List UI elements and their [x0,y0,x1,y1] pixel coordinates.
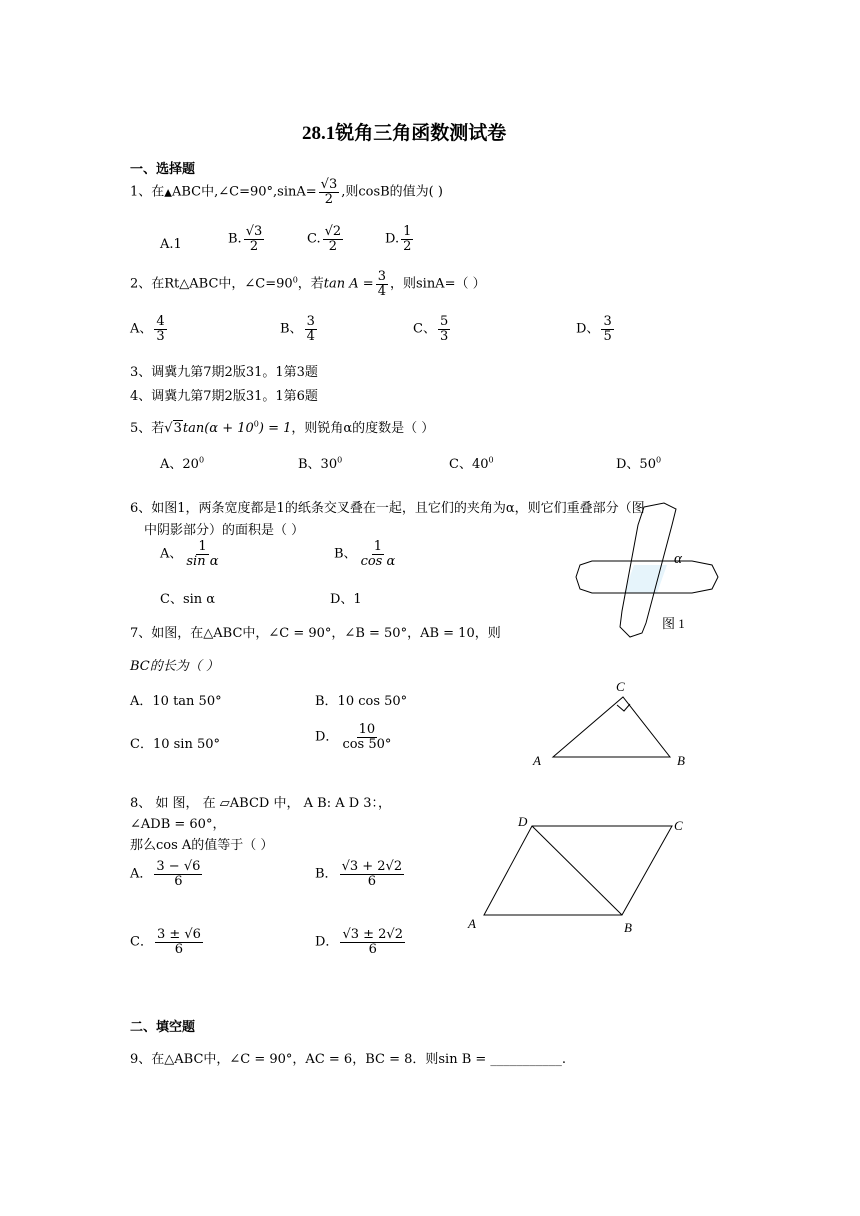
q2-option-a: A、 $\frac{4}{3}$ [130,314,165,344]
figure-1-paper-strips [572,495,722,645]
q1-option-d: D. $\frac{1}{2}$ [385,224,412,254]
q8-option-c: C． $\frac{3 \pm √6}{6}$ [130,927,201,957]
question-3: 3、调冀九第7期2版31。1第3题 [130,365,318,380]
q2-option-b: B、 $\frac{3}{4}$ [280,314,315,344]
q8-vertex-d: D [518,814,528,829]
q1-option-b: B. $\frac{√3}{2}$ [228,224,263,254]
q8-vertex-a: A [468,916,476,931]
q5-option-c: C、$40^0$ [449,455,494,472]
question-6-line1: 6、如图1，两条宽度都是1的纸条交叉叠在一起，且它们的夹角为α，则它们重叠部分（图 [130,501,645,516]
q7-option-c: C．10 sin 50° [130,737,220,752]
q6-option-d: D、1 [330,592,362,607]
q6-option-a: A、 $\frac{1}{\text{sin α}}$ [160,539,219,569]
question-8-line2: ∠ADB = 60°， [130,817,226,832]
figure-q8-parallelogram [462,808,702,938]
q7-vertex-c: C [616,679,625,694]
question-9: 9、在△ABC中，∠C = 90°，AC = 6，BC = 8．则sin B = ___________. [130,1052,567,1067]
q1-option-c: C. $\frac{√2}{2}$ [307,224,342,254]
q5-option-b: B、$30^0$ [298,455,343,472]
q7-option-b: B．10 cos 50° [315,694,408,709]
triangle-icon: ▲ [164,187,172,199]
q7-vertex-b: B [677,753,685,768]
section-fill-heading: 二、填空题 [130,1020,196,1035]
section-choice-heading: 一、选择题 [130,162,196,177]
q1-option-a: A.1 [160,237,182,252]
q6-option-c: C、sin α [160,592,216,607]
question-2: 2、在Rt△ABC中，$\angle C=90^0$，若tan A = $\frac{3}{4}$ ，则sinA=（ ） [130,269,486,299]
figure-1-alpha: α [674,551,682,567]
q8-vertex-b: B [624,920,632,935]
question-7-line2: BC的长为（ ） [130,659,219,674]
q8-vertex-c: C [674,818,683,833]
q6-option-b: B、 $\frac{1}{\text{cos α}}$ [334,539,396,569]
page-title: 28.1锐角三角函数测试卷 [302,123,507,144]
q5-option-a: A、$20^0$ [160,455,205,472]
q7-option-d: D． $\frac{10}{\cos 50^\circ}$ [315,722,392,752]
q7-vertex-a: A [533,753,541,768]
q2-option-c: C、 $\frac{5}{3}$ [413,314,449,344]
question-1: 1、在▲ABC中,∠C=90°,sinA= $\frac{√3}{2}$ ,则cosB的值为( ) [130,177,443,207]
question-6-line2: 中阴影部分）的面积是（ ） [144,523,305,538]
figure-q7-triangle [525,675,700,775]
q8-option-a: A． $\frac{3 - √6}{6}$ [130,859,201,889]
q7-option-a: A．10 tan 50° [130,694,222,709]
q2-option-d: D、 $\frac{3}{5}$ [576,314,612,344]
question-8-line1: 8、 如 图， 在 ▱ABCD 中， A B: A D 3：， [130,796,392,811]
q5-option-d: D、$50^0$ [616,455,662,472]
q8-option-d: D． $\frac{√3 \pm 2√2}{6}$ [315,927,403,957]
figure-1-caption: 图 1 [662,616,685,631]
question-4: 4、调冀九第7期2版31。1第6题 [130,389,318,404]
q8-option-b: B． $\frac{√3 + 2√2}{6}$ [315,859,403,889]
question-7-line1: 7、如图，在△ABC中，∠C = 90°，∠B = 50°，AB = 10，则 [130,626,501,641]
question-5: 5、若$√3\tan(\alpha + 10^0) = 1$，则锐角α的度数是（ ） [130,419,435,436]
question-8-line3: 那么cos A的值等于（ ） [130,838,274,853]
